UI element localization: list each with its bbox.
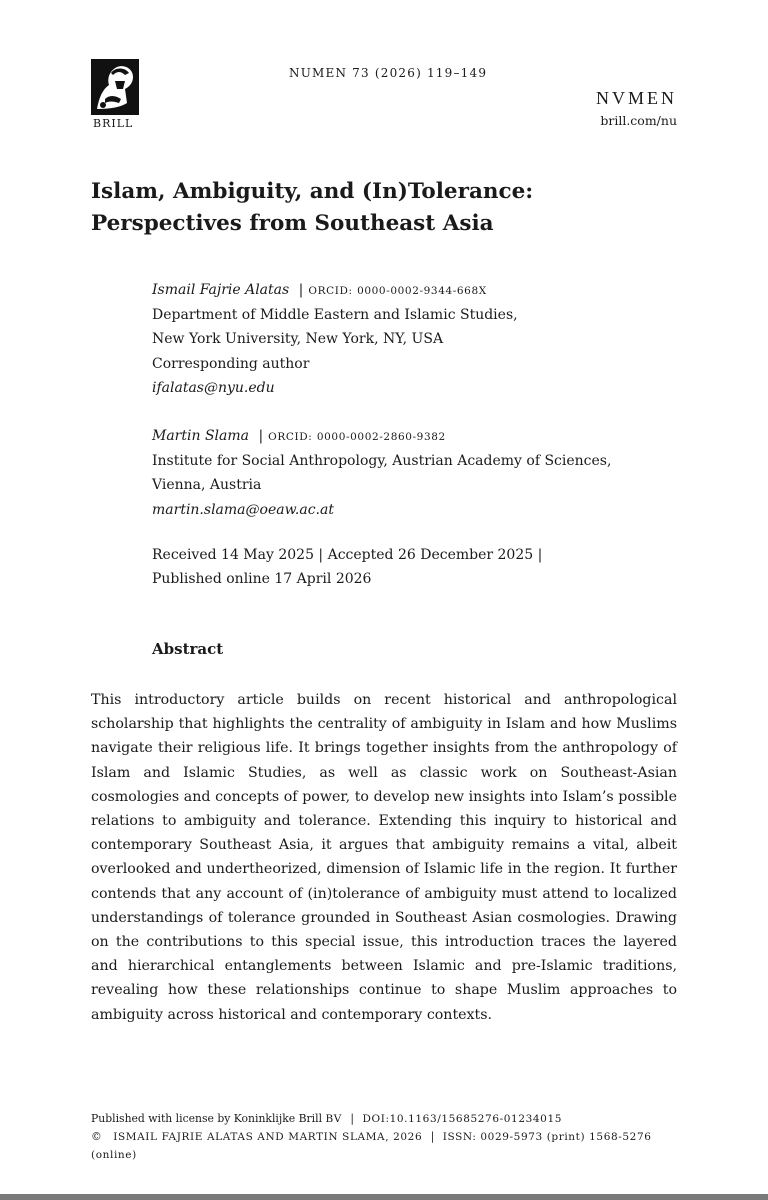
journal-citation-line: NUMEN 73 (2026) 119–149 bbox=[289, 66, 488, 80]
separator: | bbox=[298, 282, 304, 298]
orcid-label: ORCID: bbox=[268, 431, 313, 443]
separator: | bbox=[258, 428, 264, 444]
abstract-heading: Abstract bbox=[152, 640, 224, 658]
bottom-edge-bar bbox=[0, 1194, 768, 1200]
article-title bbox=[91, 176, 651, 240]
brill-logo-icon bbox=[91, 59, 139, 115]
author-email-link[interactable]: martin.slama@oeaw.ac.at bbox=[152, 501, 334, 518]
dates-published: Published online 17 April 2026 bbox=[152, 571, 372, 588]
author-line bbox=[152, 278, 652, 303]
author-name: Martin Slama bbox=[152, 428, 249, 444]
separator: | bbox=[430, 1130, 435, 1143]
author-institution: New York University, New York, NY, USA bbox=[152, 331, 444, 348]
separator: | bbox=[350, 1112, 355, 1125]
article-title-line1: Islam, Ambiguity, and (In)Tolerance: bbox=[91, 179, 534, 204]
dates-received-accepted: Received 14 May 2025 | Accepted 26 December 2025 | bbox=[152, 547, 543, 563]
author-email-link[interactable]: ifalatas@nyu.edu bbox=[152, 379, 275, 396]
article-title-line2: Perspectives from Southeast Asia bbox=[91, 211, 494, 236]
publication-dates bbox=[152, 543, 652, 591]
license-line bbox=[91, 1110, 691, 1128]
orcid-label: ORCID: bbox=[308, 285, 353, 297]
orcid-id-link[interactable]: 0000-0002-9344-668X bbox=[357, 285, 487, 297]
author-name: Ismail Fajrie Alatas bbox=[152, 282, 290, 298]
orcid-id-link[interactable]: 0000-0002-2860-9382 bbox=[316, 431, 446, 443]
copyright-symbol: © bbox=[91, 1130, 102, 1143]
author-line bbox=[152, 424, 652, 449]
abstract-text: This introductory article builds on recent historical and anthropological scholarship that highlights the centrality of ambiguity in Islam and how Muslims navigate their religious life. It brings together insights from the anthropology of Islam and Islamic Studies, as well as classic work on Southeast-Asian cosmologies and concepts of power, to develop new insights into Islam’s possible relations to ambiguity and tolerance. Extending this inquiry to historical and contemporary Southeast Asia, it argues that ambiguity remains a vital, albeit overlooked and undertheorized, dimension of Islamic life in the region. It further contends that any account of (in)tolerance of ambiguity must attend to localized understandings of tolerance grounded in Southeast Asian cosmologies. Drawing on the contributions to this special issue, this introduction traces the layered and hierarchical entanglements between Islamic and pre-Islamic traditions, revealing how these relationships continue to shape Muslim approaches to ambiguity across historical and contemporary contexts. bbox=[91, 692, 677, 1023]
author-institution: Vienna, Austria bbox=[152, 477, 262, 494]
copyright-line bbox=[91, 1128, 691, 1164]
journal-name: NVMEN bbox=[596, 88, 677, 108]
author-department: Department of Middle Eastern and Islamic Studies, bbox=[152, 307, 518, 324]
footer bbox=[91, 1110, 691, 1164]
corresponding-author-note: Corresponding author bbox=[152, 355, 310, 372]
publisher-logo-label: BRILL bbox=[93, 117, 134, 130]
author-block-2 bbox=[152, 424, 652, 522]
author-department: Institute for Social Anthropology, Austrian Academy of Sciences, bbox=[152, 453, 612, 470]
doi-link[interactable]: DOI:10.1163/15685276-01234015 bbox=[362, 1113, 563, 1125]
journal-url-link[interactable]: brill.com/nu bbox=[600, 113, 677, 128]
license-text: Published with license by Koninklijke Brill bbox=[91, 1112, 323, 1125]
license-bv: BV bbox=[325, 1113, 342, 1125]
issn-text: ISSN: 0029-5973 (print) 1568-5276 (online) bbox=[91, 1131, 652, 1161]
author-block-1 bbox=[152, 278, 652, 400]
copyright-holders: ISMAIL FAJRIE ALATAS AND MARTIN SLAMA, 2026 bbox=[113, 1131, 423, 1143]
